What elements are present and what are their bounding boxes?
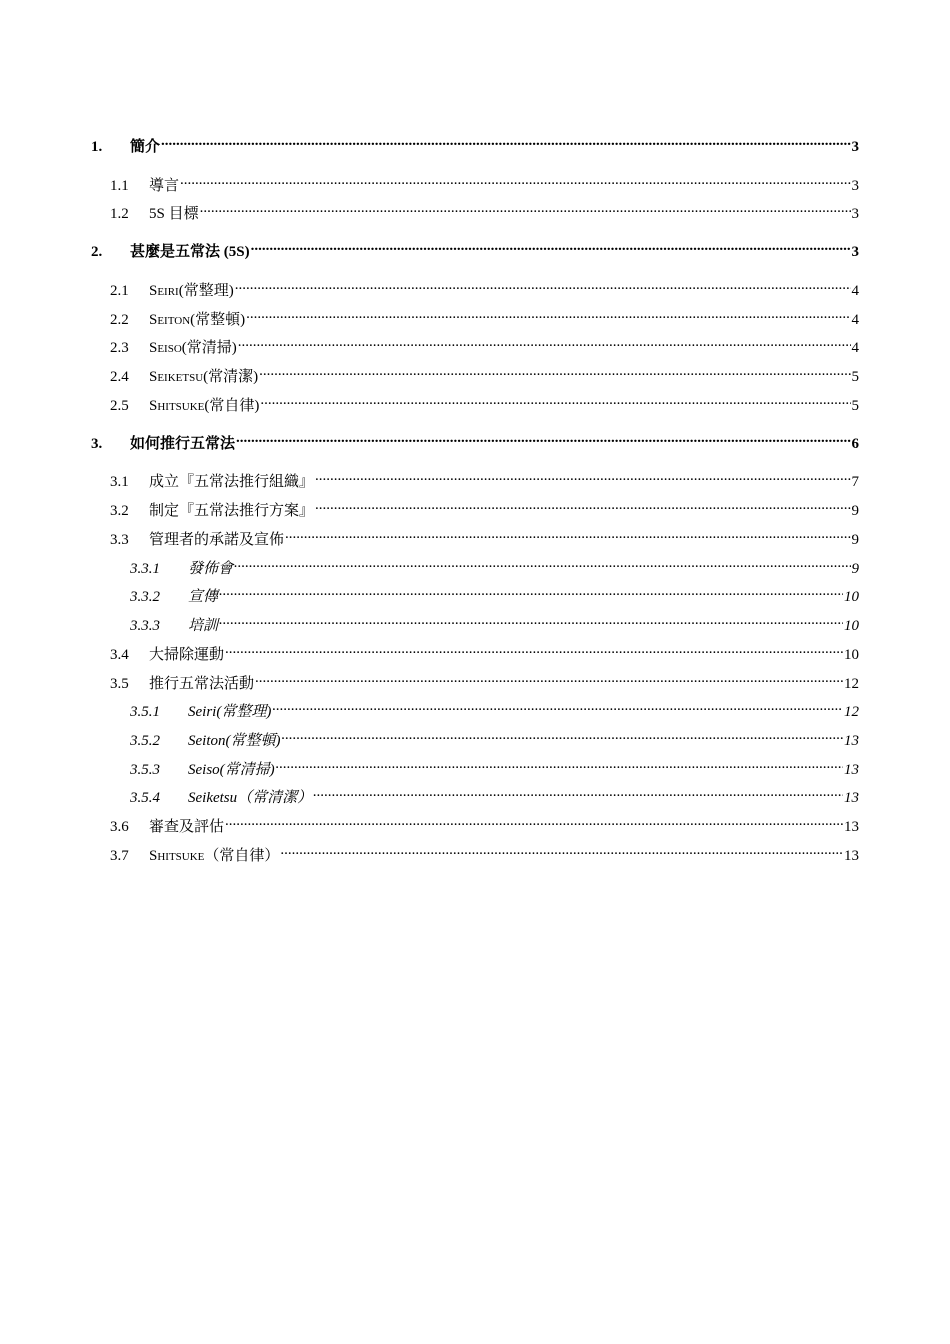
- toc-entry[interactable]: [130, 610, 859, 634]
- toc-page-number: 12: [844, 676, 859, 692]
- dot-leader: [281, 725, 843, 745]
- toc-title: 宣傳: [188, 589, 219, 605]
- toc-page-number: 9: [851, 503, 859, 519]
- dot-leader: [259, 361, 850, 381]
- toc-title: 導言: [149, 178, 180, 194]
- toc-title: Seiri(常整理): [149, 283, 234, 299]
- toc-title: Seiketsu（常清潔）: [188, 790, 313, 806]
- dot-leader: [180, 170, 850, 190]
- toc-entry[interactable]: [130, 696, 859, 720]
- toc-page-number: 10: [844, 589, 859, 605]
- toc-page-number: 13: [844, 819, 859, 835]
- toc-entry[interactable]: [110, 361, 859, 385]
- toc-title: Seiketsu(常清潔): [149, 369, 259, 385]
- toc-entry[interactable]: [110, 275, 859, 299]
- toc-entry[interactable]: [130, 725, 859, 749]
- dot-leader: [272, 696, 843, 716]
- dot-leader: [276, 754, 843, 774]
- toc-number: 3.: [91, 436, 103, 452]
- toc-number: 3.5.1: [130, 704, 160, 720]
- toc-title: Seiso(常清掃): [149, 340, 237, 356]
- toc-title: 成立『五常法推行組織』: [149, 474, 315, 490]
- dot-leader: [235, 275, 851, 295]
- toc-title: 大掃除運動: [149, 647, 225, 663]
- toc-title: 如何推行五常法: [130, 436, 236, 452]
- dot-leader: [251, 236, 851, 256]
- dot-leader: [260, 390, 850, 410]
- toc-title: 培訓: [188, 618, 219, 634]
- toc-number: 1.1: [110, 178, 129, 194]
- toc-title: Seiso(常清掃): [188, 762, 275, 778]
- toc-title: Seiton(常整頓): [149, 312, 246, 328]
- dot-leader: [200, 198, 851, 218]
- toc-entry[interactable]: [110, 639, 859, 663]
- toc-number: 3.2: [110, 503, 129, 519]
- toc-page-number: 13: [844, 733, 859, 749]
- dot-leader: [219, 610, 843, 630]
- toc-title: 發佈會: [188, 561, 234, 577]
- toc-page-number: 12: [844, 704, 859, 720]
- toc-number: 2.3: [110, 340, 129, 356]
- dot-leader: [246, 304, 850, 324]
- toc-page-number: 4: [851, 340, 859, 356]
- toc-title: 5S 目標: [149, 206, 199, 222]
- toc-title: Seiri(常整理): [188, 704, 272, 720]
- toc-title: 審查及評估: [149, 819, 225, 835]
- dot-leader: [161, 131, 850, 151]
- toc-number: 3.3.3: [130, 618, 160, 634]
- toc-page-number: 3: [851, 206, 859, 222]
- toc-number: 2.: [91, 244, 103, 260]
- toc-number: 3.3.1: [130, 561, 160, 577]
- toc-number: 2.4: [110, 369, 129, 385]
- dot-leader: [219, 581, 843, 601]
- toc-page-number: 5: [851, 369, 859, 385]
- toc-page-number: 7: [851, 474, 859, 490]
- toc-number: 3.5.4: [130, 790, 160, 806]
- toc-entry[interactable]: [130, 754, 859, 778]
- toc-title: 管理者的承諾及宣佈: [149, 532, 285, 548]
- toc-page-number: 9: [851, 532, 859, 548]
- dot-leader: [285, 524, 850, 544]
- toc-title: Shitsuke（常自律）: [149, 848, 280, 864]
- toc-title: 簡介: [130, 139, 161, 155]
- toc-entry[interactable]: [91, 131, 859, 155]
- toc-entry[interactable]: [130, 581, 859, 605]
- toc-entry[interactable]: [110, 332, 859, 356]
- toc-title: 推行五常法活動: [149, 676, 255, 692]
- toc-title: Seiton(常整頓): [188, 733, 281, 749]
- toc-page-number: 3: [851, 139, 859, 155]
- toc-number: 3.3.2: [130, 589, 160, 605]
- toc-page-number: 10: [844, 618, 859, 634]
- toc-entry[interactable]: [110, 811, 859, 835]
- toc-number: 2.5: [110, 398, 129, 414]
- toc-number: 3.1: [110, 474, 129, 490]
- dot-leader: [238, 332, 851, 352]
- dot-leader: [315, 466, 850, 486]
- toc-number: 3.5: [110, 676, 129, 692]
- dot-leader: [236, 428, 850, 448]
- toc-entry[interactable]: [110, 524, 859, 548]
- toc-number: 3.7: [110, 848, 129, 864]
- toc-number: 3.5.2: [130, 733, 160, 749]
- toc-entry[interactable]: [110, 495, 859, 519]
- toc-page-number: 3: [851, 244, 859, 260]
- toc-entry[interactable]: [91, 236, 859, 260]
- toc-number: 3.3: [110, 532, 129, 548]
- dot-leader: [234, 553, 850, 573]
- toc-title: 甚麼是五常法 (5S): [130, 244, 250, 260]
- toc-entry[interactable]: [110, 170, 859, 194]
- toc-title: 制定『五常法推行方案』: [149, 503, 315, 519]
- toc-page-number: 3: [851, 178, 859, 194]
- dot-leader: [280, 840, 843, 860]
- toc-entry[interactable]: [110, 840, 859, 864]
- toc-number: 1.2: [110, 206, 129, 222]
- toc-entry[interactable]: [91, 428, 859, 452]
- toc-entry[interactable]: [110, 466, 859, 490]
- toc-number: 2.1: [110, 283, 129, 299]
- toc-page-number: 5: [851, 398, 859, 414]
- dot-leader: [225, 639, 843, 659]
- toc-entry[interactable]: [110, 198, 859, 222]
- toc-entry[interactable]: [110, 390, 859, 414]
- toc-entry[interactable]: [130, 553, 859, 577]
- toc-number: 3.6: [110, 819, 129, 835]
- toc-number: 2.2: [110, 312, 129, 328]
- dot-leader: [255, 668, 843, 688]
- toc-page-number: 6: [851, 436, 859, 452]
- toc-page-number: 13: [844, 848, 859, 864]
- toc-entry[interactable]: [110, 668, 859, 692]
- toc-page-number: 4: [851, 283, 859, 299]
- toc-number: 3.5.3: [130, 762, 160, 778]
- toc-title: Shitsuke(常自律): [149, 398, 260, 414]
- toc-number: 3.4: [110, 647, 129, 663]
- toc-entry[interactable]: [130, 782, 859, 806]
- toc-page-number: 10: [844, 647, 859, 663]
- toc-page-number: 4: [851, 312, 859, 328]
- dot-leader: [315, 495, 850, 515]
- dot-leader: [225, 811, 843, 831]
- toc-page-number: 13: [844, 790, 859, 806]
- toc-entry[interactable]: [110, 304, 859, 328]
- toc-number: 1.: [91, 139, 103, 155]
- toc-page-number: 13: [844, 762, 859, 778]
- dot-leader: [313, 782, 843, 802]
- toc-page-number: 9: [851, 561, 859, 577]
